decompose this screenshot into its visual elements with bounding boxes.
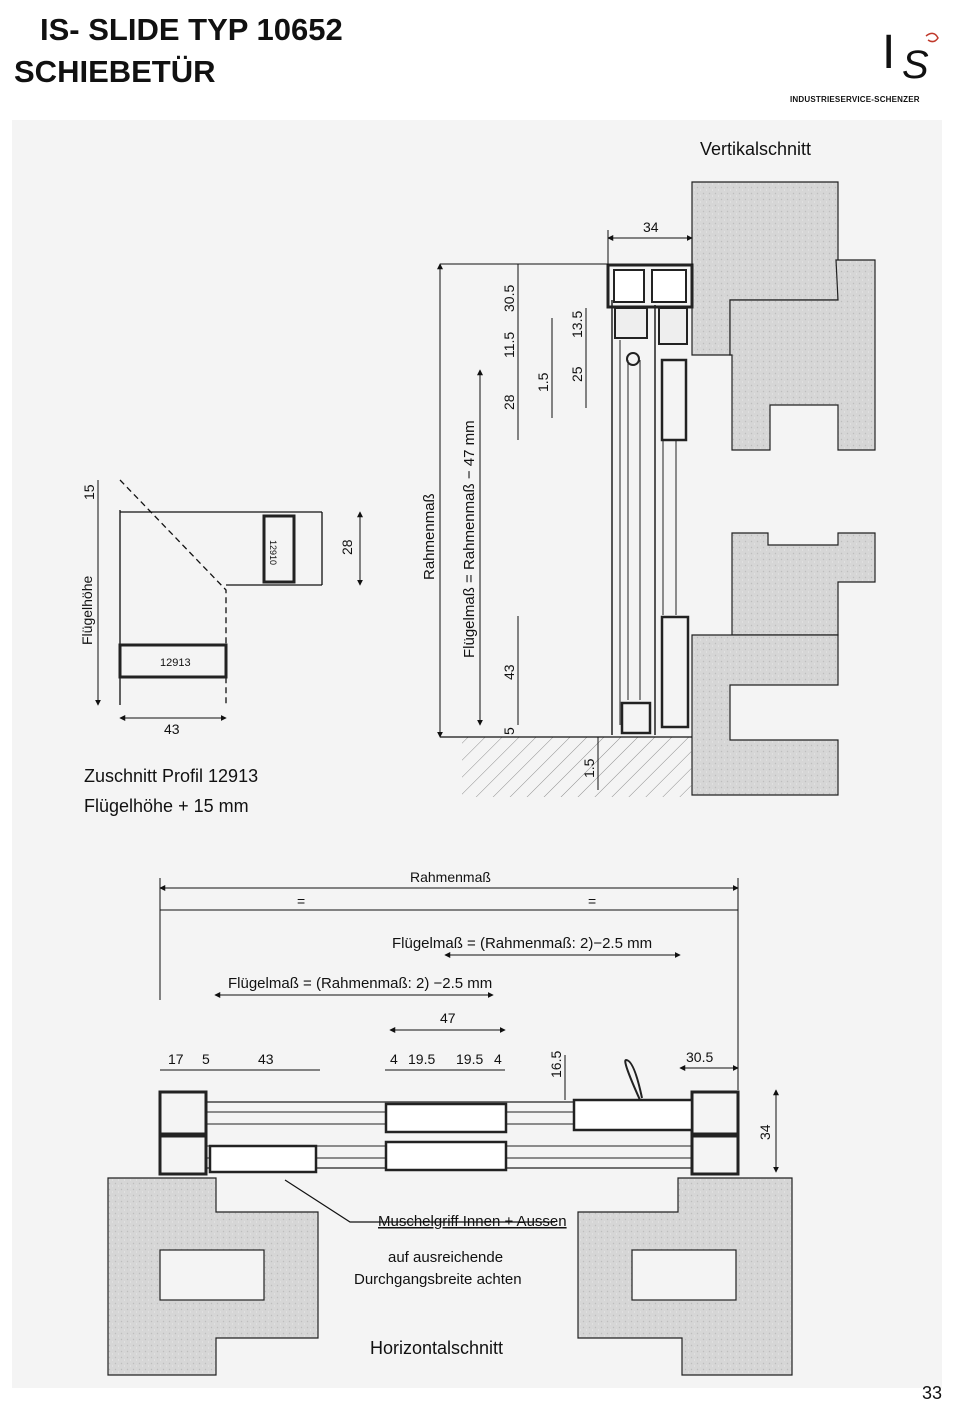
dim-30-5: 30.5 bbox=[501, 284, 517, 312]
fluegelmass-vertical: Flügelmaß = Rahmenmaß − 47 mm bbox=[461, 420, 478, 658]
vertical-section-title: Vertikalschnitt bbox=[700, 139, 812, 159]
fluegelhoehe-label: Flügelhöhe bbox=[79, 575, 95, 645]
width-note-1: auf ausreichende bbox=[388, 1249, 504, 1266]
dim-5-vertical: 5 bbox=[501, 727, 517, 735]
sash-meeting-bottom bbox=[386, 1142, 506, 1170]
dim-19-5-right: 19.5 bbox=[456, 1051, 484, 1067]
eq-left: = bbox=[297, 893, 306, 909]
page-number: 33 bbox=[921, 1383, 942, 1403]
svg-text:I: I bbox=[882, 26, 896, 79]
sash-right-profile bbox=[574, 1100, 692, 1130]
dim-4-right: 4 bbox=[494, 1051, 502, 1067]
floor-hatch bbox=[462, 737, 692, 797]
handle-note: Muschelgriff Innen + Aussen bbox=[378, 1213, 567, 1230]
dim-43-horizontal: 43 bbox=[258, 1051, 274, 1067]
sash-meeting-top bbox=[386, 1104, 506, 1132]
dim-19-5-left: 19.5 bbox=[408, 1051, 436, 1067]
width-note-2: Durchgangsbreite achten bbox=[354, 1271, 522, 1288]
svg-text:S: S bbox=[902, 43, 929, 84]
dim-34-horizontal: 34 bbox=[757, 1124, 773, 1140]
dim-17: 17 bbox=[168, 1051, 184, 1067]
cut-caption-1: Zuschnitt Profil 12913 bbox=[84, 766, 259, 786]
dim-1-5: 1.5 bbox=[535, 372, 551, 392]
rahmenmass-vertical: Rahmenmaß bbox=[421, 493, 438, 580]
title-text: SLIDE TYP 10652 bbox=[88, 12, 343, 47]
fluegelmass-right: Flügelmaß = (Rahmenmaß: 2)−2.5 mm bbox=[392, 935, 653, 952]
dim-43-detail: 43 bbox=[164, 721, 180, 737]
dim-28: 28 bbox=[501, 394, 517, 410]
dim-43-vertical: 43 bbox=[501, 664, 517, 680]
dim-4-left: 4 bbox=[390, 1051, 398, 1067]
dim-16-5: 16.5 bbox=[548, 1050, 564, 1078]
dim-13-5: 13.5 bbox=[569, 310, 585, 338]
dim-1-5-bottom: 1.5 bbox=[581, 758, 597, 778]
eq-right: = bbox=[588, 893, 597, 909]
sash-left-profile bbox=[210, 1146, 316, 1172]
horizontal-section-title: Horizontalschnitt bbox=[370, 1338, 504, 1358]
page-subtitle: SCHIEBETÜR bbox=[14, 54, 216, 89]
fluegelmass-left: Flügelmaß = (Rahmenmaß: 2) −2.5 mm bbox=[228, 975, 493, 992]
profile-12910-label: 12910 bbox=[268, 540, 278, 566]
dim-11-5: 11.5 bbox=[501, 331, 517, 358]
profile-12913-label: 12913 bbox=[160, 657, 191, 669]
dim-15: 15 bbox=[81, 484, 97, 500]
dim-34-top: 34 bbox=[643, 219, 659, 235]
rahmenmass-horizontal: Rahmenmaß bbox=[410, 869, 491, 885]
dim-28-detail: 28 bbox=[339, 539, 355, 555]
cut-caption-2: Flügelhöhe + 15 mm bbox=[84, 796, 249, 816]
dim-47-horizontal: 47 bbox=[440, 1010, 456, 1026]
dim-25: 25 bbox=[569, 366, 585, 382]
logo-caption: INDUSTRIESERVICE-SCHENZER bbox=[790, 95, 920, 104]
dim-5-horizontal: 5 bbox=[202, 1051, 210, 1067]
brand-prefix: IS- bbox=[40, 12, 80, 47]
dim-30-5-horizontal: 30.5 bbox=[686, 1049, 714, 1065]
